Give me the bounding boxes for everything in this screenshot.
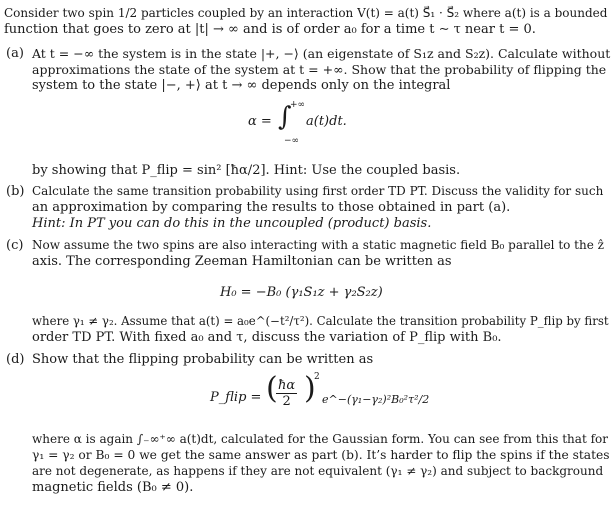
part-a-line-3: system to the state |−, +⟩ at t → ∞ depends only on the integral [32,78,451,93]
integral-sign: ∫ [278,102,292,132]
part-a-line-1: At t = −∞ the system is in the state |+, −⟩ (an eigenstate of S₁z and S₂z). Calculate without [32,46,611,61]
part-d-line-5: magnetic fields (B₀ ≠ 0). [32,480,194,495]
part-b-line-1: Calculate the same transition probability using first order TD PT. Discuss the validity for such [32,184,604,198]
part-b-line-2: an approximation by comparing the results to those obtained in part (a). [32,200,511,215]
left-paren: ( [266,371,278,406]
part-b-line-3: Hint: In PT you can do this in the uncoupled (product) basis. [32,216,432,231]
part-b-label: (b) [6,184,25,199]
part-d-line-2: where α is again ∫₋∞⁺∞ a(t)dt, calculated for the Gaussian form. You can see from this that for [32,432,608,446]
fraction [276,378,297,409]
integral-lower-limit: −∞ [284,136,300,146]
zeeman-hamiltonian-equation: H₀ = −B₀ (γ₁S₁z + γ₂S₂z) [220,285,383,300]
gaussian-exponential: e^−(γ₁−γ₂)²B₀²τ²/2 [322,393,430,406]
part-d-line-4: are not degenerate, as happens if they are not equivalent (γ₁ ≠ γ₂) and subject to background [32,464,604,478]
right-paren: ) [304,371,316,406]
part-d-line-3: γ₁ = γ₂ or B₀ = 0 we get the same answer as part (b). It’s harder to flip the spins if the states [32,448,610,462]
integral-upper-limit: +∞ [290,100,306,110]
fraction-denominator: 2 [282,394,291,409]
part-c-line-3: where γ₁ ≠ γ₂. Assume that a(t) = a₀e^(−t²/τ²). Calculate the transition probability P_flip by first [32,314,609,328]
integral-body: a(t)dt. [306,114,347,129]
part-a-line-2: approximations the state of the system at t = +∞. Show that the probability of flipping the [32,62,607,77]
part-c-line-4: order TD PT. With fixed a₀ and τ, discuss the variation of P_flip with B₀. [32,330,502,345]
alpha-lhs: α = [248,114,272,129]
intro-line-1: Consider two spin 1/2 particles coupled by an interaction V(t) = a(t) S⃗₁ · S⃗₂ where a(t) is a bounded [4,6,608,20]
part-a-label: (a) [6,46,24,61]
alpha-equation [248,114,272,129]
square-exponent: 2 [314,372,320,382]
part-a-line-4: by showing that P_flip = sin² [ħα/2]. Hint: Use the coupled basis. [32,163,461,178]
intro-line-2: function that goes to zero at |t| → ∞ and is of order a₀ for a time t ∼ τ near t = 0. [4,22,536,37]
part-c-line-2: axis. The corresponding Zeeman Hamiltonian can be written as [32,254,452,269]
fraction-numerator: ħα [278,378,296,393]
part-d-label: (d) [6,352,25,367]
pflip-lhs: P_flip = [210,390,262,405]
part-c-line-1: Now assume the two spins are also interacting with a static magnetic field B₀ parallel to the ẑ [32,238,604,252]
part-d-line-1: Show that the flipping probability can be written as [32,352,374,367]
part-c-label: (c) [6,238,24,253]
